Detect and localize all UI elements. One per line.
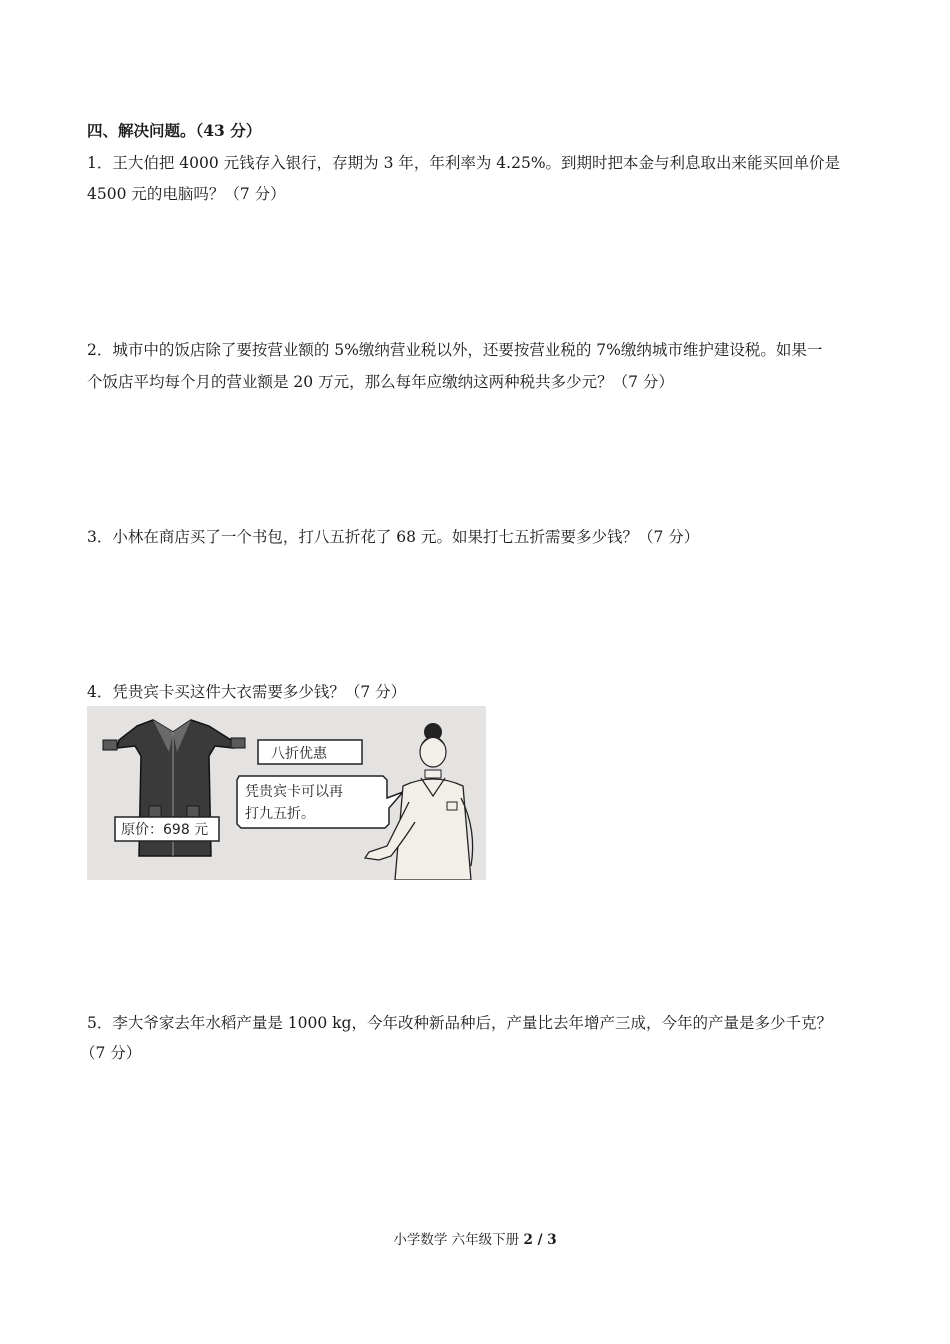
- page-footer: [0, 1228, 950, 1248]
- speech-bubble-line-1: 凭贵宾卡可以再: [245, 784, 343, 800]
- discount-sign-text: 八折优惠: [271, 746, 327, 762]
- page-number: 2 / 3: [523, 1232, 557, 1248]
- section-title: 四、解决问题。（43 分）: [87, 121, 262, 140]
- question-2-line-2: 个饭店平均每个月的营业额是 20 万元，那么每年应缴纳这两种税共多少元？（7 分）: [87, 373, 674, 391]
- coat-discount-illustration: [87, 706, 486, 880]
- price-tag-text: 原价：698 元: [121, 822, 209, 838]
- question-3-line-1: 3．小林在商店买了一个书包，打八五折花了 68 元。如果打七五折需要多少钱？（7 分）: [87, 528, 700, 546]
- question-1-line-2: 4500 元的电脑吗？（7 分）: [87, 185, 286, 203]
- footer-subject: 小学数学 六年级下册: [393, 1232, 524, 1248]
- speech-bubble-line-2: 打九五折。: [245, 806, 315, 822]
- question-5-line-2: （7 分）: [80, 1044, 142, 1062]
- question-2-line-1: 2．城市中的饭店除了要按营业额的 5%缴纳营业税以外，还要按营业税的 7%缴纳城市维护建设税。如果一: [87, 341, 823, 359]
- question-4-line-1: 4．凭贵宾卡买这件大衣需要多少钱？（7 分）: [87, 683, 407, 701]
- question-1-line-1: 1．王大伯把 4000 元钱存入银行，存期为 3 年，年利率为 4.25%。到期时把本金与利息取出来能买回单价是: [87, 154, 841, 172]
- question-5-line-1: 5．李大爷家去年水稻产量是 1000 kg，今年改种新品种后，产量比去年增产三成，今年的产量是多少千克？: [87, 1014, 832, 1032]
